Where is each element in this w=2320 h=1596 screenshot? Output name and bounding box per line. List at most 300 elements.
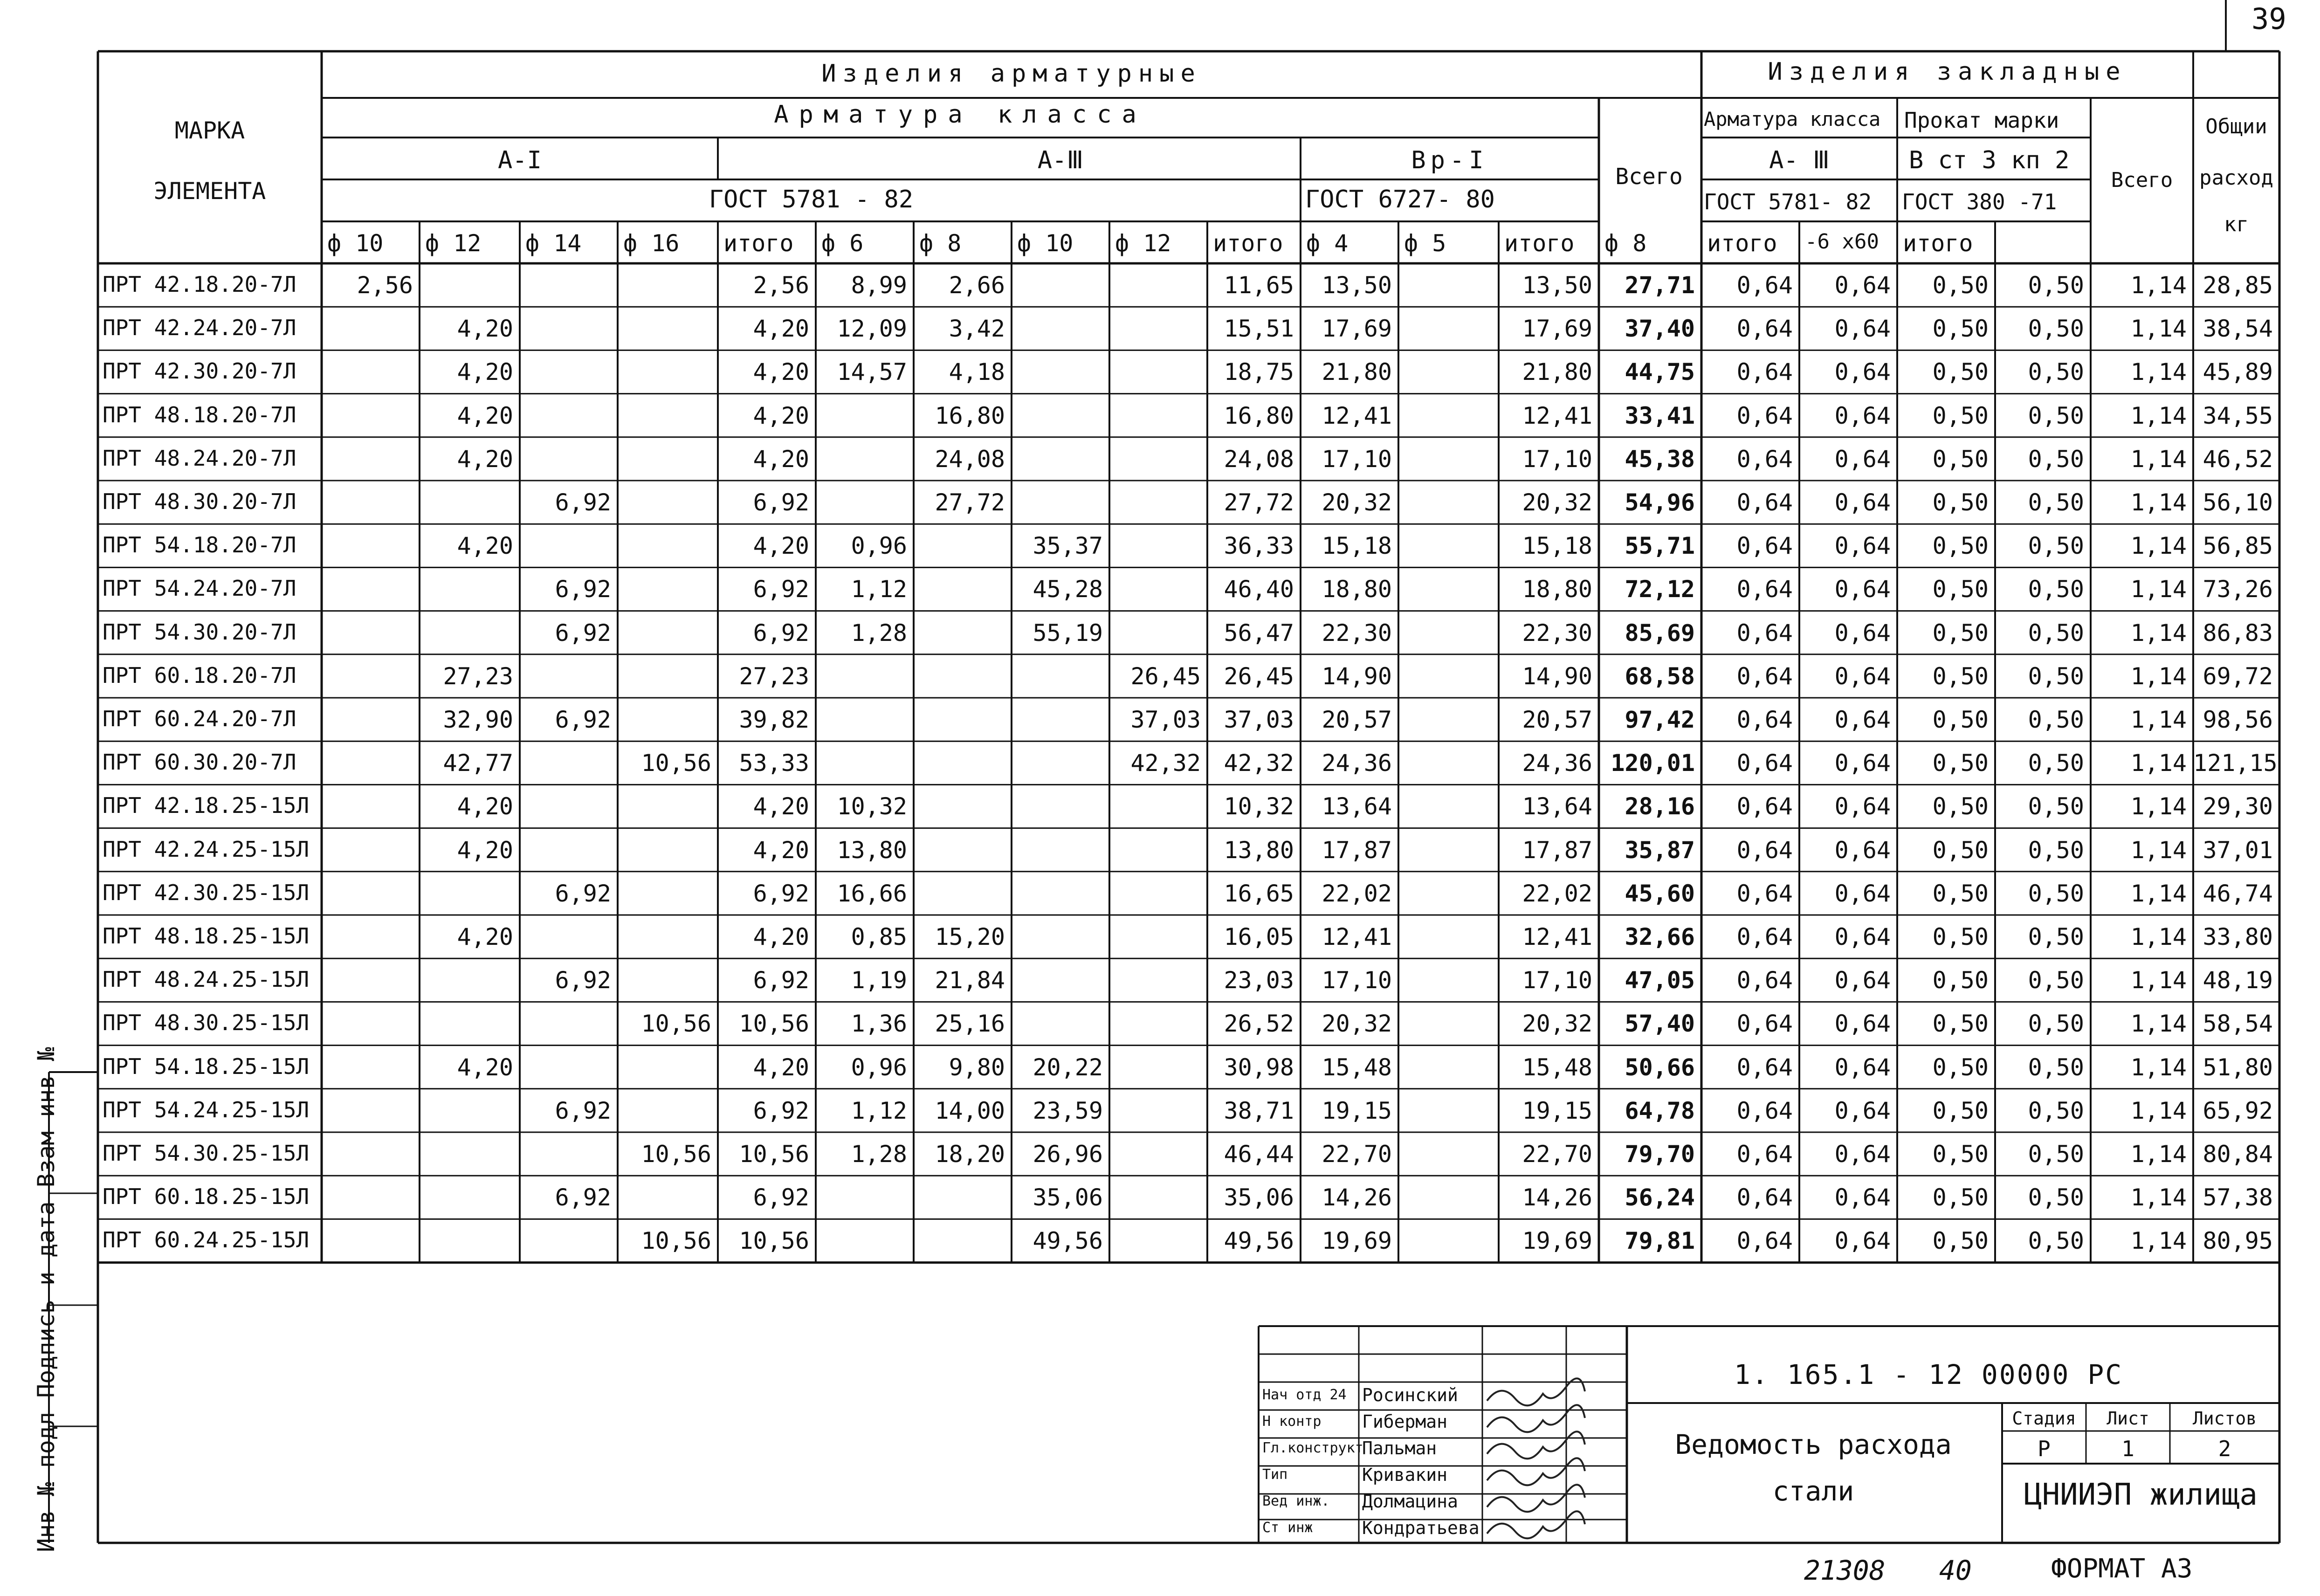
table-cell: 0,50: [2028, 1053, 2084, 1081]
table-cell: 16,05: [1224, 923, 1294, 950]
table-cell: 0,50: [2028, 1010, 2084, 1038]
table-cell: 22,02: [1322, 880, 1392, 907]
table-cell: 45,89: [2203, 358, 2273, 386]
table-cell: 18,80: [1522, 576, 1592, 603]
table-cell: 1,14: [2130, 358, 2187, 386]
organization: ЦНИИЭП жилища: [2024, 1478, 2258, 1512]
table-cell: 34,55: [2203, 402, 2273, 429]
table-cell: 1,14: [2130, 706, 2187, 733]
table-cell: 24,36: [1522, 750, 1592, 777]
table-cell: 1,14: [2130, 532, 2187, 560]
stamp-name: Гиберман: [1362, 1411, 1448, 1432]
table-cell: 24,08: [1224, 445, 1294, 473]
table-cell: 1,14: [2130, 1010, 2187, 1038]
table-cell: 0,64: [1834, 1053, 1891, 1081]
table-cell: 0,50: [1932, 402, 1989, 429]
table-cell: 0,50: [1932, 662, 1989, 690]
table-cell: 4,20: [753, 445, 809, 473]
table-cell: 86,83: [2203, 619, 2273, 647]
table-cell: 56,24: [1625, 1184, 1695, 1211]
stamp-name: Пальман: [1362, 1438, 1437, 1458]
table-cell: 15,18: [1522, 532, 1592, 560]
table-cell: 13,64: [1322, 793, 1392, 820]
table-cell: 4,20: [753, 1053, 809, 1081]
table-cell: 22,30: [1322, 619, 1392, 647]
column-header: итого: [1504, 230, 1575, 257]
table-cell: 0,50: [2028, 315, 2084, 343]
table-cell: 0,50: [1932, 358, 1989, 386]
stamp-name: Кондратьева: [1362, 1518, 1480, 1538]
table-cell: 17,87: [1522, 836, 1592, 864]
list-value: 1: [2121, 1436, 2134, 1461]
table-cell: 28,85: [2203, 272, 2273, 299]
header-z-armatura-klassa: Арматура класса: [1704, 108, 1881, 131]
signature-mark: [1487, 1511, 1585, 1538]
table-cell: 10,56: [641, 750, 711, 777]
table-cell: 0,50: [2028, 576, 2084, 603]
table-cell: 0,64: [1736, 315, 1793, 343]
table-cell: 12,41: [1322, 923, 1392, 950]
table-cell: 56,85: [2203, 532, 2273, 560]
table-cell: 35,06: [1224, 1184, 1294, 1211]
table-cell: 0,64: [1834, 532, 1891, 560]
table-cell: 0,50: [1932, 1053, 1989, 1081]
table-cell: 20,32: [1322, 1010, 1392, 1038]
table-cell: 1,12: [851, 576, 907, 603]
table-cell: 1,14: [2130, 1141, 2187, 1168]
table-cell: 1,28: [851, 619, 907, 647]
table-cell: 35,87: [1625, 836, 1695, 864]
table-cell: 6,92: [555, 880, 611, 907]
table-cell: 13,50: [1522, 272, 1592, 299]
table-cell: 10,56: [641, 1141, 711, 1168]
table-cell: 6,92: [555, 967, 611, 994]
table-cell: 25,16: [935, 1010, 1005, 1038]
table-cell: 12,41: [1522, 923, 1592, 950]
header-izdelia-zakladnye: Изделия закладные: [1768, 58, 2127, 86]
doc-title-2: стали: [1772, 1475, 1854, 1507]
table-cell: 10,32: [837, 793, 907, 820]
table-cell: 0,64: [1736, 576, 1793, 603]
row-mark: ПРТ 48.24.25-15Л: [103, 967, 310, 992]
table-cell: 1,14: [2130, 445, 2187, 473]
table-cell: 4,20: [457, 402, 513, 429]
table-cell: 1,14: [2130, 793, 2187, 820]
table-cell: 0,50: [2028, 967, 2084, 994]
table-cell: 0,64: [1736, 1010, 1793, 1038]
column-header: ф 16: [623, 230, 680, 257]
table-cell: 27,72: [1224, 489, 1294, 516]
table-cell: 4,20: [457, 836, 513, 864]
table-cell: 35,06: [1033, 1184, 1103, 1211]
table-cell: 12,41: [1322, 402, 1392, 429]
table-cell: 22,70: [1322, 1141, 1392, 1168]
table-cell: 46,74: [2203, 880, 2273, 907]
table-cell: 17,10: [1322, 967, 1392, 994]
column-header: итого: [1707, 230, 1777, 257]
table-cell: 1,14: [2130, 1227, 2187, 1255]
table-cell: 0,64: [1834, 1184, 1891, 1211]
table-cell: 6,92: [555, 1184, 611, 1211]
table-cell: 33,41: [1625, 402, 1695, 429]
table-cell: 20,32: [1522, 1010, 1592, 1038]
table-cell: 12,41: [1522, 402, 1592, 429]
table-cell: 17,87: [1322, 836, 1392, 864]
page-number: 39: [2251, 2, 2286, 36]
table-cell: 9,80: [949, 1053, 1005, 1081]
stadia-value: Р: [2038, 1436, 2051, 1461]
header-gost-a: ГОСТ 5781 - 82: [709, 186, 914, 213]
stamp-role: Н контр: [1262, 1413, 1322, 1430]
column-header: ф 4: [1306, 230, 1349, 257]
table-cell: 2,56: [753, 272, 809, 299]
table-cell: 53,33: [739, 750, 809, 777]
table-cell: 46,40: [1224, 576, 1294, 603]
table-cell: 0,50: [2028, 489, 2084, 516]
table-cell: 1,36: [851, 1010, 907, 1038]
table-cell: 29,30: [2203, 793, 2273, 820]
table-cell: 33,80: [2203, 923, 2273, 950]
column-header: ф 10: [1017, 230, 1074, 257]
table-cell: 0,64: [1834, 662, 1891, 690]
table-cell: 2,56: [357, 272, 413, 299]
table-cell: 16,80: [1224, 402, 1294, 429]
table-cell: 13,80: [1224, 836, 1294, 864]
table-cell: 17,69: [1522, 315, 1592, 343]
table-cell: 1,14: [2130, 662, 2187, 690]
table-cell: 0,64: [1736, 662, 1793, 690]
table-cell: 0,50: [1932, 1141, 1989, 1168]
table-cell: 42,77: [443, 750, 513, 777]
table-cell: 49,56: [1224, 1227, 1294, 1255]
column-header: итого: [1903, 230, 1973, 257]
table-cell: 3,42: [949, 315, 1005, 343]
row-mark: ПРТ 48.30.25-15Л: [103, 1010, 310, 1036]
table-cell: 1,14: [2130, 576, 2187, 603]
table-cell: 79,70: [1625, 1141, 1695, 1168]
table-cell: 1,14: [2130, 1184, 2187, 1211]
table-cell: 15,48: [1322, 1053, 1392, 1081]
row-mark: ПРТ 54.18.25-15Л: [103, 1053, 310, 1079]
table-cell: 1,12: [851, 1097, 907, 1124]
table-cell: 0,64: [1736, 358, 1793, 386]
table-cell: 45,28: [1033, 576, 1103, 603]
table-cell: 24,08: [935, 445, 1005, 473]
table-cell: 27,23: [443, 662, 513, 690]
table-cell: 23,59: [1033, 1097, 1103, 1124]
table-cell: 0,64: [1834, 315, 1891, 343]
stamp-name: Росинский: [1362, 1385, 1458, 1405]
table-cell: 0,96: [851, 1053, 907, 1081]
table-cell: 37,01: [2203, 836, 2273, 864]
table-cell: 35,37: [1033, 532, 1103, 560]
table-cell: 1,19: [851, 967, 907, 994]
stamp-role: Тип: [1262, 1466, 1288, 1483]
table-cell: 42,32: [1130, 750, 1201, 777]
row-mark: ПРТ 48.24.20-7Л: [103, 445, 296, 471]
table-cell: 0,64: [1736, 402, 1793, 429]
table-cell: 1,14: [2130, 836, 2187, 864]
table-cell: 14,90: [1522, 662, 1592, 690]
stamp-role: Гл.конструкт: [1262, 1440, 1363, 1456]
table-cell: 56,47: [1224, 619, 1294, 647]
table-cell: 1,14: [2130, 619, 2187, 647]
table-cell: 20,32: [1522, 489, 1592, 516]
table-cell: 4,20: [753, 402, 809, 429]
table-cell: 0,64: [1834, 402, 1891, 429]
table-cell: 0,50: [2028, 706, 2084, 733]
table-cell: 85,69: [1625, 619, 1695, 647]
table-cell: 12,09: [837, 315, 907, 343]
table-cell: 22,30: [1522, 619, 1592, 647]
table-cell: 49,56: [1033, 1227, 1103, 1255]
table-cell: 18,20: [935, 1141, 1005, 1168]
table-cell: 19,69: [1322, 1227, 1392, 1255]
table-cell: 10,56: [739, 1010, 809, 1038]
table-cell: 0,50: [1932, 489, 1989, 516]
table-cell: 0,64: [1834, 358, 1891, 386]
table-cell: 0,64: [1736, 272, 1793, 299]
table-cell: 0,50: [2028, 532, 2084, 560]
table-cell: 121,15: [2193, 750, 2278, 777]
table-cell: 26,96: [1033, 1141, 1103, 1168]
table-cell: 79,81: [1625, 1227, 1695, 1255]
table-cell: 21,80: [1522, 358, 1592, 386]
table-cell: 80,84: [2203, 1141, 2273, 1168]
table-cell: 0,64: [1834, 836, 1891, 864]
table-cell: 4,20: [457, 315, 513, 343]
table-cell: 11,65: [1224, 272, 1294, 299]
table-cell: 44,75: [1625, 358, 1695, 386]
table-cell: 65,92: [2203, 1097, 2273, 1124]
table-cell: 0,85: [851, 923, 907, 950]
table-cell: 37,03: [1224, 706, 1294, 733]
header-gost-bp: ГОСТ 6727- 80: [1305, 186, 1495, 213]
table-cell: 0,50: [1932, 967, 1989, 994]
table-cell: 15,48: [1522, 1053, 1592, 1081]
table-cell: 6,92: [753, 1097, 809, 1124]
table-cell: 0,50: [1932, 793, 1989, 820]
table-cell: 15,51: [1224, 315, 1294, 343]
header-z-gost-a: ГОСТ 5781- 82: [1704, 189, 1872, 214]
table-cell: 10,32: [1224, 793, 1294, 820]
table-cell: 0,50: [2028, 923, 2084, 950]
row-mark: ПРТ 48.18.20-7Л: [103, 402, 296, 427]
table-cell: 0,64: [1834, 706, 1891, 733]
table-cell: 14,26: [1322, 1184, 1392, 1211]
table-cell: 19,69: [1522, 1227, 1592, 1255]
column-header: ф 8: [1604, 230, 1647, 257]
table-cell: 0,50: [2028, 793, 2084, 820]
table-cell: 4,20: [457, 445, 513, 473]
table-cell: 0,64: [1834, 489, 1891, 516]
table-cell: 20,57: [1322, 706, 1392, 733]
table-cell: 0,64: [1736, 619, 1793, 647]
table-cell: 120,01: [1611, 750, 1695, 777]
table-cell: 1,28: [851, 1141, 907, 1168]
table-cell: 0,64: [1736, 967, 1793, 994]
table-cell: 55,71: [1625, 532, 1695, 560]
table-cell: 4,20: [753, 923, 809, 950]
table-cell: 10,56: [739, 1227, 809, 1255]
table-cell: 0,50: [1932, 923, 1989, 950]
table-cell: 4,20: [457, 923, 513, 950]
row-mark: ПРТ 54.18.20-7Л: [103, 532, 296, 558]
table-cell: 1,14: [2130, 967, 2187, 994]
header-z-gost-b: ГОСТ 380 -71: [1902, 189, 2057, 214]
table-cell: 46,44: [1224, 1141, 1294, 1168]
listov-label: Листов: [2192, 1408, 2257, 1429]
table-cell: 1,14: [2130, 1097, 2187, 1124]
table-cell: 0,64: [1834, 272, 1891, 299]
table-cell: 0,50: [2028, 1097, 2084, 1124]
table-cell: 21,84: [935, 967, 1005, 994]
doc-title-1: Ведомость расхода: [1675, 1429, 1952, 1460]
table-cell: 20,57: [1522, 706, 1592, 733]
table-cell: 1,14: [2130, 402, 2187, 429]
table-cell: 32,90: [443, 706, 513, 733]
header-class-a3: А-Ⅲ: [1037, 146, 1084, 174]
table-cell: 38,54: [2203, 315, 2273, 343]
table-cell: 69,72: [2203, 662, 2273, 690]
header-z-vsego: Всего: [2111, 168, 2173, 192]
row-mark: ПРТ 54.24.20-7Л: [103, 576, 296, 601]
table-cell: 6,92: [555, 1097, 611, 1124]
table-cell: 22,02: [1522, 880, 1592, 907]
table-cell: 73,26: [2203, 576, 2273, 603]
table-cell: 2,66: [949, 272, 1005, 299]
archive-sheet: 40: [1939, 1555, 1972, 1586]
table-cell: 0,64: [1834, 923, 1891, 950]
table-cell: 0,50: [2028, 402, 2084, 429]
table-cell: 0,96: [851, 532, 907, 560]
table-cell: 57,40: [1625, 1010, 1695, 1038]
table-cell: 47,05: [1625, 967, 1695, 994]
table-cell: 4,20: [753, 793, 809, 820]
table-cell: 4,20: [753, 532, 809, 560]
stamp-role: Вед инж.: [1262, 1493, 1330, 1509]
table-cell: 0,50: [2028, 880, 2084, 907]
table-cell: 39,82: [739, 706, 809, 733]
table-cell: 1,14: [2130, 272, 2187, 299]
table-cell: 27,23: [739, 662, 809, 690]
table-cell: 0,50: [2028, 272, 2084, 299]
table-cell: 0,50: [1932, 576, 1989, 603]
signature-mark: [1487, 1485, 1585, 1512]
table-cell: 21,80: [1322, 358, 1392, 386]
table-cell: 48,19: [2203, 967, 2273, 994]
table-cell: 0,50: [2028, 750, 2084, 777]
table-cell: 0,50: [1932, 706, 1989, 733]
table-cell: 6,92: [753, 880, 809, 907]
table-cell: 0,50: [2028, 358, 2084, 386]
row-mark: ПРТ 60.30.20-7Л: [103, 750, 296, 775]
table-cell: 0,64: [1834, 1010, 1891, 1038]
row-mark: ПРТ 42.18.20-7Л: [103, 272, 296, 297]
table-cell: 0,64: [1736, 532, 1793, 560]
table-cell: 13,50: [1322, 272, 1392, 299]
row-mark: ПРТ 48.18.25-15Л: [103, 923, 310, 949]
table-cell: 0,64: [1736, 880, 1793, 907]
archive-number: 21308: [1804, 1555, 1886, 1586]
table-cell: 0,50: [1932, 836, 1989, 864]
row-mark: ПРТ 42.24.25-15Л: [103, 836, 310, 862]
table-cell: 10,56: [641, 1227, 711, 1255]
table-cell: 8,99: [851, 272, 907, 299]
table-cell: 0,64: [1736, 1227, 1793, 1255]
table-cell: 0,64: [1736, 923, 1793, 950]
column-header: ф 6: [821, 230, 864, 257]
column-header: ф 12: [425, 230, 482, 257]
table-cell: 14,00: [935, 1097, 1005, 1124]
table-cell: 6,92: [555, 619, 611, 647]
table-cell: 6,92: [753, 576, 809, 603]
table-cell: 1,14: [2130, 489, 2187, 516]
table-cell: 0,50: [2028, 1184, 2084, 1211]
table-cell: 19,15: [1522, 1097, 1592, 1124]
row-mark: ПРТ 60.24.20-7Л: [103, 706, 296, 731]
table-cell: 0,64: [1834, 967, 1891, 994]
table-cell: 56,10: [2203, 489, 2273, 516]
table-cell: 0,50: [2028, 1141, 2084, 1168]
table-cell: 1,14: [2130, 750, 2187, 777]
header-z-class-a3: А- Ⅲ: [1769, 146, 1830, 174]
table-cell: 50,66: [1625, 1053, 1695, 1081]
table-cell: 0,64: [1834, 576, 1891, 603]
column-header: ф 5: [1404, 230, 1446, 257]
table-cell: 0,64: [1834, 619, 1891, 647]
table-cell: 10,56: [739, 1141, 809, 1168]
header-class-bp1: Вр-I: [1411, 146, 1488, 174]
table-cell: 20,22: [1033, 1053, 1103, 1081]
column-header: ф 10: [327, 230, 384, 257]
table-cell: 26,52: [1224, 1010, 1294, 1038]
column-header: ф 8: [919, 230, 962, 257]
table-cell: 18,75: [1224, 358, 1294, 386]
table-cell: 0,50: [1932, 1097, 1989, 1124]
table-cell: 24,36: [1322, 750, 1392, 777]
column-header: ф 12: [1115, 230, 1171, 257]
table-cell: 32,66: [1625, 923, 1695, 950]
table-cell: 58,54: [2203, 1010, 2273, 1038]
table-cell: 4,20: [457, 358, 513, 386]
table-cell: 0,50: [2028, 662, 2084, 690]
table-cell: 18,80: [1322, 576, 1392, 603]
table-cell: 16,80: [935, 402, 1005, 429]
header-marka-1: МАРКА: [174, 117, 245, 144]
stadia-label: Стадия: [2012, 1408, 2076, 1429]
table-cell: 0,50: [1932, 1184, 1989, 1211]
table-cell: 0,50: [1932, 880, 1989, 907]
table-cell: 1,14: [2130, 1053, 2187, 1081]
table-cell: 10,56: [641, 1010, 711, 1038]
table-cell: 98,56: [2203, 706, 2273, 733]
table-cell: 17,10: [1322, 445, 1392, 473]
table-cell: 27,71: [1625, 272, 1695, 299]
table-cell: 4,18: [949, 358, 1005, 386]
table-cell: 0,50: [1932, 445, 1989, 473]
table-cell: 27,72: [935, 489, 1005, 516]
table-cell: 0,50: [2028, 836, 2084, 864]
table-cell: 4,20: [457, 532, 513, 560]
column-header: итого: [1213, 230, 1283, 257]
table-cell: 46,52: [2203, 445, 2273, 473]
table-cell: 80,95: [2203, 1227, 2273, 1255]
row-mark: ПРТ 54.24.25-15Л: [103, 1097, 310, 1122]
side-margin-label: Инв № подл Подпись и дата Взам инв №: [33, 1047, 60, 1552]
table-cell: 0,50: [1932, 315, 1989, 343]
column-header: итого: [723, 230, 794, 257]
